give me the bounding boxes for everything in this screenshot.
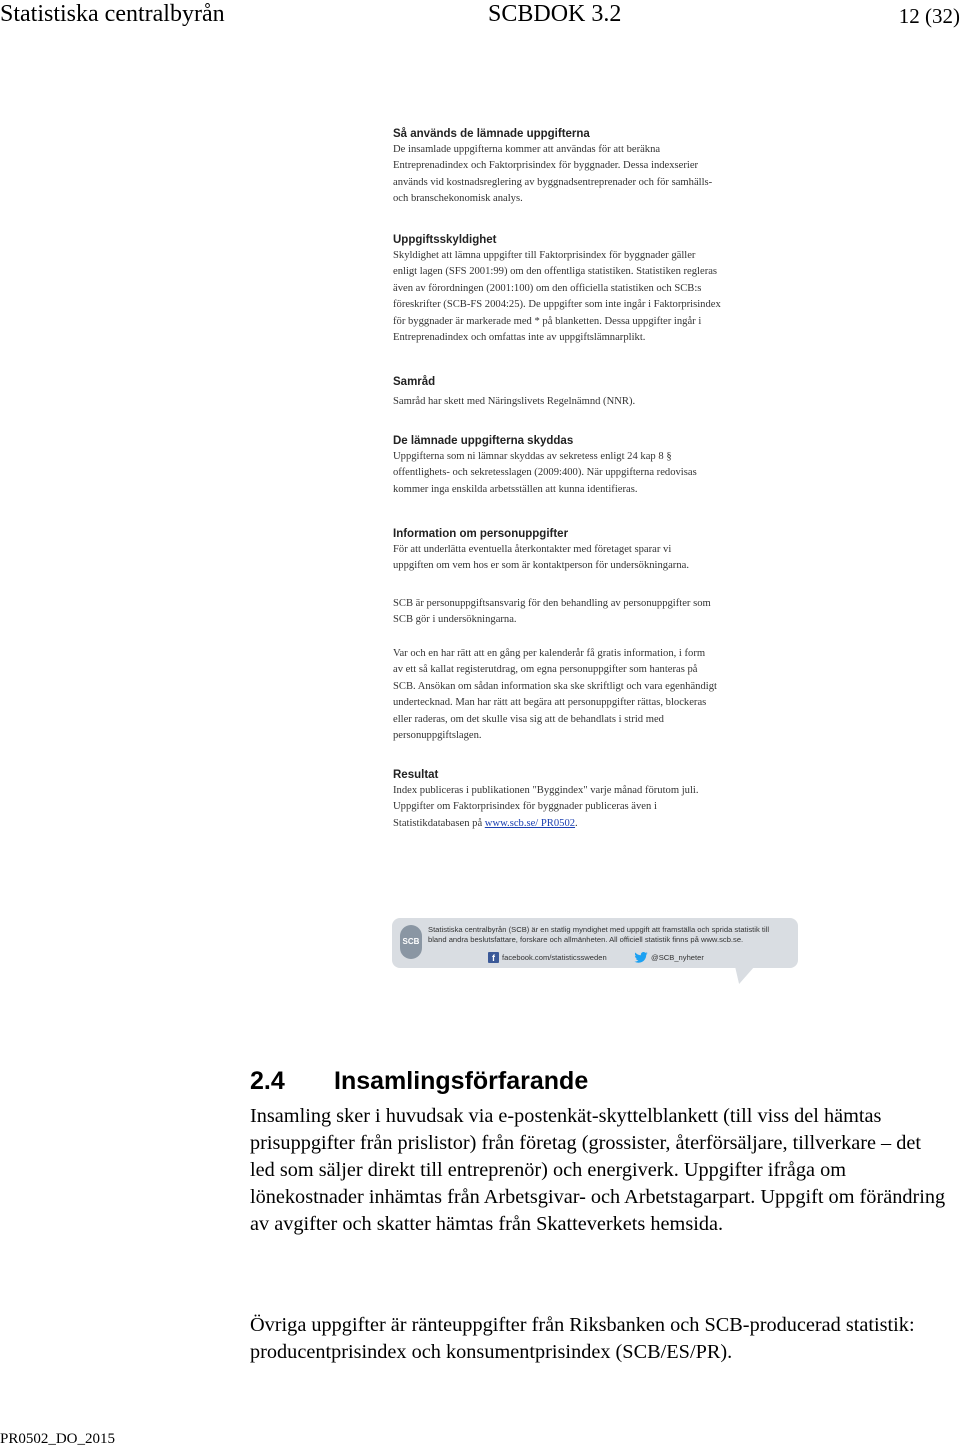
form-line-suffix: . bbox=[575, 817, 578, 829]
form-paragraph-rights bbox=[393, 646, 793, 744]
form-section-heading: Information om personuppgifter bbox=[393, 528, 569, 540]
form-section-heading: Samråd bbox=[393, 376, 436, 388]
facebook-icon: f bbox=[488, 952, 499, 963]
header-organization: Statistiska centralbyrån bbox=[0, 1, 225, 27]
header-page-number: 12 (32) bbox=[898, 4, 960, 28]
form-paragraph-controller bbox=[393, 596, 793, 629]
twitter-link[interactable] bbox=[634, 952, 704, 963]
form-line: Entreprenadindex och omfattas inte av uppgiftslämnarplikt. bbox=[393, 332, 646, 344]
section-title: Insamlingsförfarande bbox=[334, 1067, 589, 1095]
twitter-icon bbox=[634, 952, 648, 963]
form-scan-image bbox=[388, 120, 808, 990]
form-line: kommer inga enskilda arbetsställen att kunna identifieras. bbox=[393, 483, 638, 495]
form-line: personuppgiftslagen. bbox=[393, 730, 482, 742]
section-number: 2.4 bbox=[250, 1067, 285, 1095]
form-line: offentlighets- och sekretesslagen (2009:400). När uppgifterna redovisas bbox=[393, 467, 697, 479]
form-line: Samråd har skett med Näringslivets Regelnämnd (NNR). bbox=[393, 396, 636, 407]
form-section-heading: Uppgiftsskyldighet bbox=[393, 234, 497, 246]
form-section-heading: Så används de lämnade uppgifterna bbox=[393, 128, 590, 140]
scb-web-link[interactable]: www.scb.se/ PR0502 bbox=[484, 817, 576, 829]
form-section-usage bbox=[393, 126, 793, 208]
body-paragraph: Övriga uppgifter är ränteuppgifter från Riksbanken och SCB-producerad statistik: producentprisindex och konsumentprisindex (SCB/ES/PR). bbox=[250, 1314, 915, 1363]
form-line: SCB gör i undersökningarna. bbox=[393, 614, 517, 626]
form-line: De insamlade uppgifterna kommer att användas för att beräkna bbox=[393, 144, 661, 155]
header-document-id: SCBDOK 3.2 bbox=[488, 1, 622, 27]
form-section-obligation bbox=[393, 232, 793, 346]
form-section-personal-data bbox=[393, 526, 793, 575]
form-line: uppgiften om vem hos er som är kontaktperson för undersökningarna. bbox=[393, 560, 689, 572]
form-line: För att underlätta eventuella återkontakter med företaget sparar vi bbox=[393, 544, 672, 555]
form-line: Var och en har rätt att en gång per kalenderår få gratis information, i form bbox=[393, 648, 706, 659]
form-line: Uppgifterna som ni lämnar skyddas av sekretess enligt 24 kap 8 § bbox=[393, 451, 672, 462]
form-line: enligt lagen (SFS 2001:99) om den offentliga statistiken. Statistiken regleras bbox=[393, 266, 718, 278]
form-line: för byggnader är markerade med * på blanketten. Dessa uppgifter ingår i bbox=[393, 315, 702, 327]
form-line: Skyldighet att lämna uppgifter till Faktorprisindex för byggnader gäller bbox=[393, 250, 696, 261]
form-section-results bbox=[393, 767, 793, 832]
form-section-heading: Resultat bbox=[393, 769, 439, 781]
form-line-with-link bbox=[393, 816, 793, 832]
form-line: Entreprenadindex och Faktorprisindex för byggnader. Dessa indexserier bbox=[393, 160, 699, 172]
facebook-link[interactable] bbox=[488, 952, 607, 963]
form-line: av ett så kallat registerutdrag, om egna personuppgifter som hanteras på bbox=[393, 664, 698, 676]
form-line: föreskrifter (SCB-FS 2004:25). De uppgifter som inte ingår i Faktorprisindex bbox=[393, 299, 721, 311]
form-line: eller raderas, om det skulle visa sig att de behandlats i strid med bbox=[393, 713, 664, 725]
form-line-prefix: Statistikdatabasen på bbox=[393, 817, 485, 829]
scb-info-banner bbox=[392, 918, 798, 986]
form-line: undertecknad. Man har rätt att begära att personuppgifter rättas, blockeras bbox=[393, 697, 707, 709]
form-section-heading: De lämnade uppgifterna skyddas bbox=[393, 435, 574, 447]
banner-text-line: Statistiska centralbyrån (SCB) är en statlig myndighet med uppgift att framställa och sprida statistik till bbox=[428, 925, 770, 934]
form-section-consultation bbox=[393, 374, 793, 410]
section-heading bbox=[250, 1064, 588, 1098]
twitter-label: @SCB_nyheter bbox=[651, 953, 704, 962]
form-line: SCB. Ansökan om sådan information ska ske skriftligt och vara egenhändigt bbox=[393, 680, 717, 692]
form-line: även av förordningen (2001:100) om den officiella statistiken och SCB:s bbox=[393, 282, 702, 294]
form-line: SCB är personuppgiftsansvarig för den behandling av personuppgifter som bbox=[393, 598, 711, 609]
form-section-protection bbox=[393, 433, 793, 498]
form-line: används vid kostnadsreglering av byggnadsentreprenader och för samhälls- bbox=[393, 176, 713, 188]
facebook-label: facebook.com/statisticssweden bbox=[502, 953, 607, 962]
banner-text-line: bland andra beslutsfattare, forskare och allmänheten. All officiell statistik finns på www.scb.se. bbox=[428, 935, 744, 944]
form-line: Index publiceras i publikationen "Byggindex" varje månad förutom juli. bbox=[393, 785, 699, 796]
banner-speech-tail bbox=[729, 966, 755, 984]
form-line: Uppgifter om Faktorprisindex för byggnader publiceras även i bbox=[393, 801, 657, 813]
scb-logo: SCB bbox=[400, 925, 422, 959]
body-paragraph: Insamling sker i huvudsak via e-postenkät-skyttelblankett (till viss del hämtas prisuppgifter från prislistor) från företag (grossister, återförsäljare, tillverkare – det led som säljer direkt till entreprenör) och energiverk. Uppgifter ifråga om lönekostnader inhämtas från Arbetsgivar- och Arbetstagarpart. Uppgift om förändring av avgifter och skatter hämtas från Skatteverkets hemsida. bbox=[250, 1105, 946, 1235]
form-line: och branschekonomisk analys. bbox=[393, 193, 523, 205]
footer-document-code: PR0502_DO_2015 bbox=[0, 1431, 116, 1447]
